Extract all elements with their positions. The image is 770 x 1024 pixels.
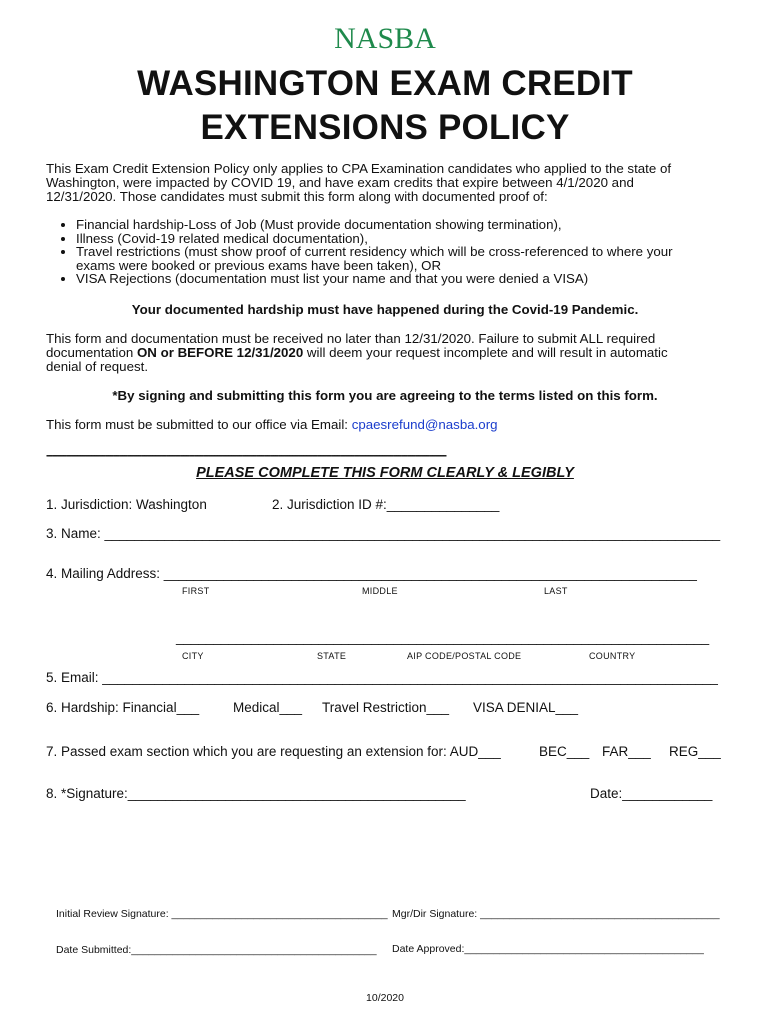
deadline-line1: This form and documentation must be received no later than 12/31/2020. Failure to submit ALL required <box>46 331 656 346</box>
proof-list <box>50 218 736 286</box>
label-state: STATE <box>317 651 347 661</box>
list-item-text: VISA Rejections (documentation must list your name and that you were denied a VISA) <box>76 271 589 287</box>
intro-line2: Washington, were impacted by COVID 19, and have exam credits that expire between 4/1/2020 and <box>46 175 634 190</box>
list-item-text: Travel restrictions (must show proof of current residency which will be cross-referenced to where your <box>76 244 673 260</box>
deadline-emphasis: ON or BEFORE 12/31/2020 <box>136 345 304 360</box>
deadline-line3: denial of request. <box>46 359 149 374</box>
list-item <box>76 245 736 272</box>
label-first: FIRST <box>182 586 210 596</box>
label-country: COUNTRY <box>589 651 636 661</box>
hardship-visa[interactable]: VISA DENIAL___ <box>473 700 579 715</box>
list-item-text: Illness (Covid-19 related medical documentation), <box>76 230 368 246</box>
jurisdiction-field: 1. Jurisdiction: Washington <box>46 497 207 512</box>
list-item <box>76 218 736 232</box>
hardship-note: Your documented hardship must have happened during the Covid-19 Pandemic. <box>131 302 639 317</box>
form-heading: PLEASE COMPLETE THIS FORM CLEARLY & LEGIBLY <box>196 465 574 481</box>
submit-instruction <box>46 418 498 432</box>
date-field[interactable]: Date:____________ <box>590 786 713 801</box>
separator: ----------------------------------------------------------------------------------------------------------------------------------------------- <box>46 448 446 462</box>
footer-revision: 10/2020 <box>366 992 404 1004</box>
initial-review-signature[interactable]: Initial Review Signature: _____________________________________ <box>56 908 388 920</box>
hardship-travel[interactable]: Travel Restriction___ <box>322 700 450 715</box>
mgr-dir-signature[interactable]: Mgr/Dir Signature: _________________________________________ <box>392 908 720 920</box>
intro-line3: 12/31/2020. Those candidates must submit this form along with documented proof of: <box>46 189 548 204</box>
agreement-note: *By signing and submitting this form you are agreeing to the terms listed on this form. <box>112 388 658 403</box>
section-aud[interactable]: 7. Passed exam section which you are requesting an extension for: AUD___ <box>46 744 501 759</box>
deadline-suffix: will deem your request incomplete and will result in automatic <box>303 345 668 360</box>
address-line2-field[interactable]: _______________________________________________________________________ <box>176 630 710 645</box>
deadline-prefix: documentation <box>46 345 137 360</box>
list-item <box>76 272 736 286</box>
page-title-line2: EXTENSIONS POLICY <box>200 108 570 147</box>
email-field[interactable]: 5. Email: __________________________________________________________________________________ <box>46 670 718 685</box>
list-item-text: Financial hardship-Loss of Job (Must provide documentation showing termination), <box>76 217 562 232</box>
label-last: LAST <box>544 586 568 596</box>
mailing-address-field[interactable]: 4. Mailing Address: _______________________________________________________________________ <box>46 566 697 581</box>
label-city: CITY <box>182 651 204 661</box>
name-field[interactable]: 3. Name: __________________________________________________________________________________ <box>46 526 721 541</box>
submit-text: This form must be submitted to our office via Email: <box>46 417 352 432</box>
deadline-line2 <box>46 346 668 360</box>
signature-field[interactable]: 8. *Signature:_____________________________________________ <box>46 786 466 801</box>
section-reg[interactable]: REG___ <box>669 744 721 759</box>
list-item <box>76 232 736 246</box>
intro-line1: This Exam Credit Extension Policy only applies to CPA Examination candidates who applied to the state of <box>46 161 672 176</box>
jurisdiction-id-field[interactable]: 2. Jurisdiction ID #:_______________ <box>272 497 500 512</box>
section-bec[interactable]: BEC___ <box>539 744 590 759</box>
nasba-logo: NASBA <box>334 22 436 55</box>
label-zip: AIP CODE/POSTAL CODE <box>407 651 522 661</box>
hardship-medical[interactable]: Medical___ <box>233 700 303 715</box>
section-far[interactable]: FAR___ <box>602 744 651 759</box>
date-submitted[interactable]: Date Submitted:__________________________________________ <box>56 944 377 956</box>
list-item-text-cont: exams were booked or previous exams have been taken), OR <box>76 257 442 273</box>
label-middle: MIDDLE <box>362 586 398 596</box>
hardship-financial[interactable]: 6. Hardship: Financial___ <box>46 700 200 715</box>
date-approved[interactable]: Date Approved:_________________________________________ <box>392 943 704 955</box>
email-link[interactable]: cpaesrefund@nasba.org <box>351 417 498 432</box>
page-title-line1: WASHINGTON EXAM CREDIT <box>137 64 633 103</box>
